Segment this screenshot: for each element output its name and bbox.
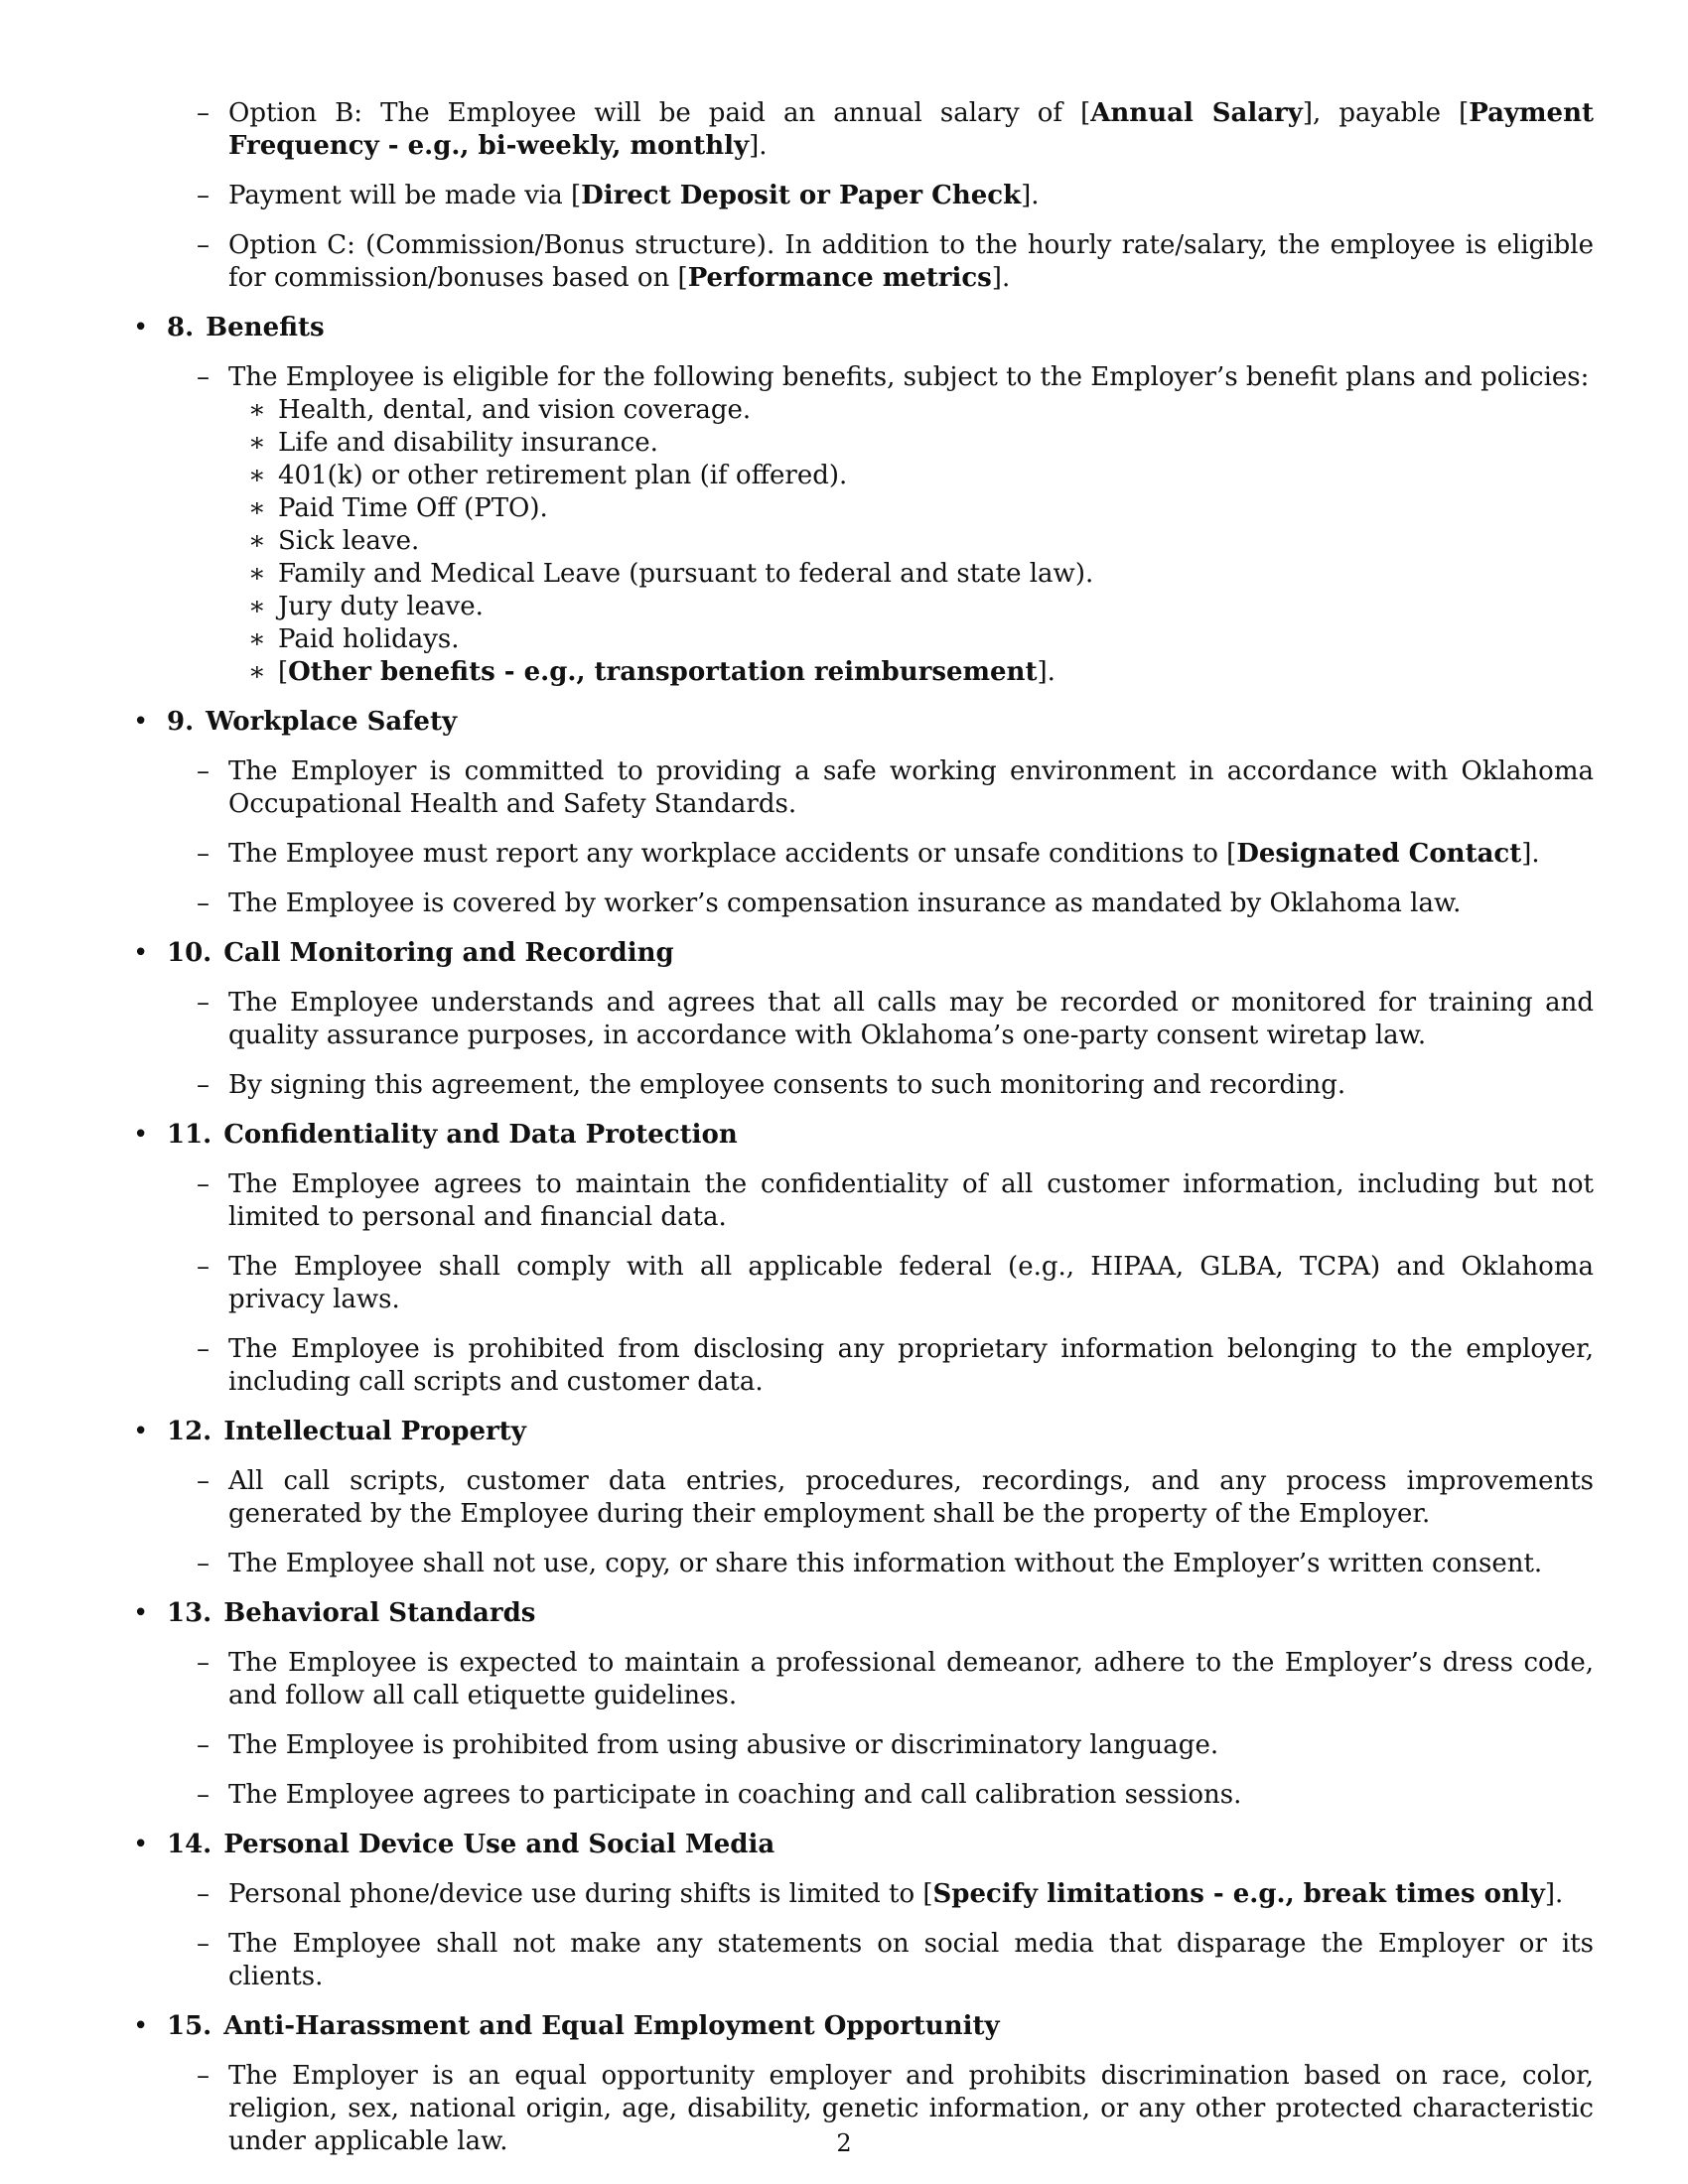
- text: The Employee shall not make any statements on social media that disparage the Employer or its clients.: [228, 1929, 1594, 1991]
- dash-marker: –: [197, 1648, 210, 1678]
- list-item: [129, 1928, 1594, 1993]
- section-heading: [129, 937, 1594, 970]
- text: ].: [1544, 1879, 1564, 1909]
- text: ].: [1037, 657, 1055, 687]
- section-heading: [129, 312, 1594, 344]
- text: Family and Medical Leave (pursuant to federal and state law).: [278, 559, 1094, 589]
- benefit-item: [129, 427, 1594, 460]
- asterisk-marker: ∗: [248, 395, 266, 425]
- asterisk-marker: ∗: [248, 559, 266, 589]
- asterisk-marker: ∗: [248, 657, 266, 687]
- placeholder-field: Designated Contact: [1236, 839, 1522, 869]
- text: The Employee understands and agrees that all calls may be recorded or monitored for training and quality assurance purposes, in accordance with Oklahoma’s one-party consent wiretap law.: [228, 988, 1594, 1050]
- text: Payment will be made via [: [228, 181, 582, 210]
- text: The Employee is prohibited from disclosing any proprietary information belonging to the employer, including call scripts and customer data.: [228, 1334, 1594, 1397]
- list-item: [129, 838, 1594, 871]
- document-body: [129, 97, 1594, 2175]
- list-item: [129, 1647, 1594, 1712]
- list-item: [129, 1729, 1594, 1762]
- bullet-marker: •: [133, 313, 149, 342]
- placeholder-field: Direct Deposit or Paper Check: [581, 181, 1022, 210]
- list-item: [129, 1548, 1594, 1580]
- text: The Employee is covered by worker’s compensation insurance as mandated by Oklahoma law.: [228, 888, 1462, 918]
- dash-marker: –: [197, 230, 210, 260]
- text: ].: [1521, 839, 1540, 869]
- list-item: [129, 97, 1594, 163]
- text: The Employee agrees to participate in coaching and call calibration sessions.: [228, 1780, 1242, 1810]
- dash-marker: –: [197, 1879, 210, 1909]
- dash-marker: –: [197, 756, 210, 786]
- bullet-marker: •: [133, 938, 149, 968]
- section-title: Benefits: [206, 313, 325, 342]
- section-title: Behavioral Standards: [223, 1598, 536, 1628]
- dash-marker: –: [197, 1169, 210, 1199]
- dash-marker: –: [197, 2061, 210, 2091]
- dash-marker: –: [197, 1549, 210, 1578]
- text: The Employee is expected to maintain a professional demeanor, adhere to the Employer’s dress code, and follow all call etiquette guidelines.: [228, 1648, 1594, 1710]
- text: By signing this agreement, the employee consents to such monitoring and recording.: [228, 1070, 1346, 1100]
- dash-marker: –: [197, 988, 210, 1018]
- section-number: 15.: [167, 2011, 212, 2041]
- list-item: [129, 1251, 1594, 1316]
- asterisk-marker: ∗: [248, 526, 266, 556]
- text: ], payable [: [1302, 98, 1470, 128]
- section-title: Workplace Safety: [206, 707, 458, 737]
- list-item: [129, 1779, 1594, 1812]
- text: ].: [749, 131, 768, 161]
- dash-marker: –: [197, 1466, 210, 1496]
- section-number: 12.: [167, 1417, 212, 1446]
- text: Option C: (Commission/Bonus structure). In addition to the hourly rate/salary, the employee is eligible for commission/bonuses based on [: [228, 230, 1594, 293]
- dash-marker: –: [197, 98, 210, 128]
- list-item: [129, 1878, 1594, 1911]
- text: ].: [991, 263, 1011, 293]
- list-item: [129, 1168, 1594, 1234]
- text: ].: [1021, 181, 1040, 210]
- asterisk-marker: ∗: [248, 592, 266, 621]
- dash-marker: –: [197, 181, 210, 210]
- placeholder-field: Annual Salary: [1090, 98, 1303, 128]
- benefit-item: [129, 492, 1594, 525]
- benefit-item: [129, 656, 1594, 689]
- text: Paid holidays.: [278, 624, 460, 654]
- asterisk-marker: ∗: [248, 428, 266, 458]
- dash-marker: –: [197, 1334, 210, 1364]
- dash-marker: –: [197, 839, 210, 869]
- dash-marker: –: [197, 1929, 210, 1959]
- bullet-marker: •: [133, 707, 149, 737]
- dash-marker: –: [197, 888, 210, 918]
- bullet-marker: •: [133, 1830, 149, 1859]
- text: The Employee must report any workplace accidents or unsafe conditions to [: [228, 839, 1237, 869]
- text: Personal phone/device use during shifts is limited to [: [228, 1879, 933, 1909]
- dash-marker: –: [197, 1730, 210, 1760]
- benefit-item: [129, 460, 1594, 492]
- section-number: 8.: [167, 313, 195, 342]
- placeholder-field: Payment Frequency - e.g., bi-weekly, monthly: [228, 98, 1595, 161]
- list-item: [129, 180, 1594, 212]
- section-number: 10.: [167, 938, 212, 968]
- asterisk-marker: ∗: [248, 493, 266, 523]
- section-heading: [129, 1119, 1594, 1152]
- list-item: [129, 1069, 1594, 1102]
- text: Health, dental, and vision coverage.: [278, 395, 752, 425]
- text: The Employee is eligible for the following benefits, subject to the Employer’s benefit plans and policies:: [228, 362, 1590, 392]
- placeholder-field: Other benefits - e.g., transportation reimbursement: [288, 657, 1038, 687]
- dash-marker: –: [197, 1780, 210, 1810]
- section-title: Confidentiality and Data Protection: [223, 1120, 738, 1150]
- text: Option B: The Employee will be paid an annual salary of [: [228, 98, 1091, 128]
- text: The Employer is an equal opportunity employer and prohibits discrimination based on race, color, religion, sex, national origin, age, disability, genetic information, or any other protected characteristic under applicable law.: [228, 2061, 1594, 2156]
- bullet-marker: •: [133, 1120, 149, 1150]
- dash-marker: –: [197, 362, 210, 392]
- list-item: [129, 1465, 1594, 1531]
- text: All call scripts, customer data entries, procedures, recordings, and any process improvements generated by the Employee during their employment shall be the property of the Employer.: [228, 1466, 1594, 1529]
- text: The Employer is committed to providing a safe working environment in accordance with Oklahoma Occupational Health and Safety Standards.: [228, 756, 1594, 819]
- text: The Employee shall not use, copy, or share this information without the Employer’s written consent.: [228, 1549, 1543, 1578]
- placeholder-field: Specify limitations - e.g., break times only: [932, 1879, 1545, 1909]
- text: Sick leave.: [278, 526, 420, 556]
- text: [: [278, 657, 289, 687]
- dash-marker: –: [197, 1252, 210, 1282]
- asterisk-marker: ∗: [248, 461, 266, 490]
- section-heading: [129, 706, 1594, 739]
- list-item: [129, 887, 1594, 920]
- text: Life and disability insurance.: [278, 428, 658, 458]
- text: Jury duty leave.: [278, 592, 484, 621]
- section-number: 11.: [167, 1120, 212, 1150]
- section-heading: [129, 1597, 1594, 1630]
- benefit-item: [129, 623, 1594, 656]
- section-heading: [129, 1829, 1594, 1861]
- list-item: [129, 755, 1594, 821]
- section-heading: [129, 1416, 1594, 1448]
- list-item: [129, 987, 1594, 1052]
- text: Paid Time Off (PTO).: [278, 493, 548, 523]
- section-number: 13.: [167, 1598, 212, 1628]
- dash-marker: –: [197, 1070, 210, 1100]
- benefits-list: [129, 394, 1594, 689]
- bullet-marker: •: [133, 1598, 149, 1628]
- text: The Employee is prohibited from using abusive or discriminatory language.: [228, 1730, 1219, 1760]
- placeholder-field: Performance metrics: [687, 263, 992, 293]
- bullet-marker: •: [133, 1417, 149, 1446]
- list-item: [129, 1333, 1594, 1399]
- list-item: [129, 229, 1594, 295]
- asterisk-marker: ∗: [248, 624, 266, 654]
- bullet-marker: •: [133, 2011, 149, 2041]
- section-title: Personal Device Use and Social Media: [223, 1830, 775, 1859]
- section-number: 14.: [167, 1830, 212, 1859]
- section-number: 9.: [167, 707, 195, 737]
- benefit-item: [129, 525, 1594, 558]
- benefit-item: [129, 394, 1594, 427]
- page-number: 2: [836, 2129, 852, 2157]
- section-title: Intellectual Property: [223, 1417, 526, 1446]
- list-item: [129, 361, 1594, 394]
- text: The Employee agrees to maintain the confidentiality of all customer information, including but not limited to personal and financial data.: [228, 1169, 1594, 1232]
- section-heading: [129, 2010, 1594, 2043]
- benefit-item: [129, 591, 1594, 623]
- section-title: Call Monitoring and Recording: [223, 938, 674, 968]
- text: The Employee shall comply with all applicable federal (e.g., HIPAA, GLBA, TCPA) and Oklahoma privacy laws.: [228, 1252, 1594, 1314]
- text: 401(k) or other retirement plan (if offered).: [278, 461, 848, 490]
- benefit-item: [129, 558, 1594, 591]
- section-title: Anti-Harassment and Equal Employment Opportunity: [223, 2011, 1000, 2041]
